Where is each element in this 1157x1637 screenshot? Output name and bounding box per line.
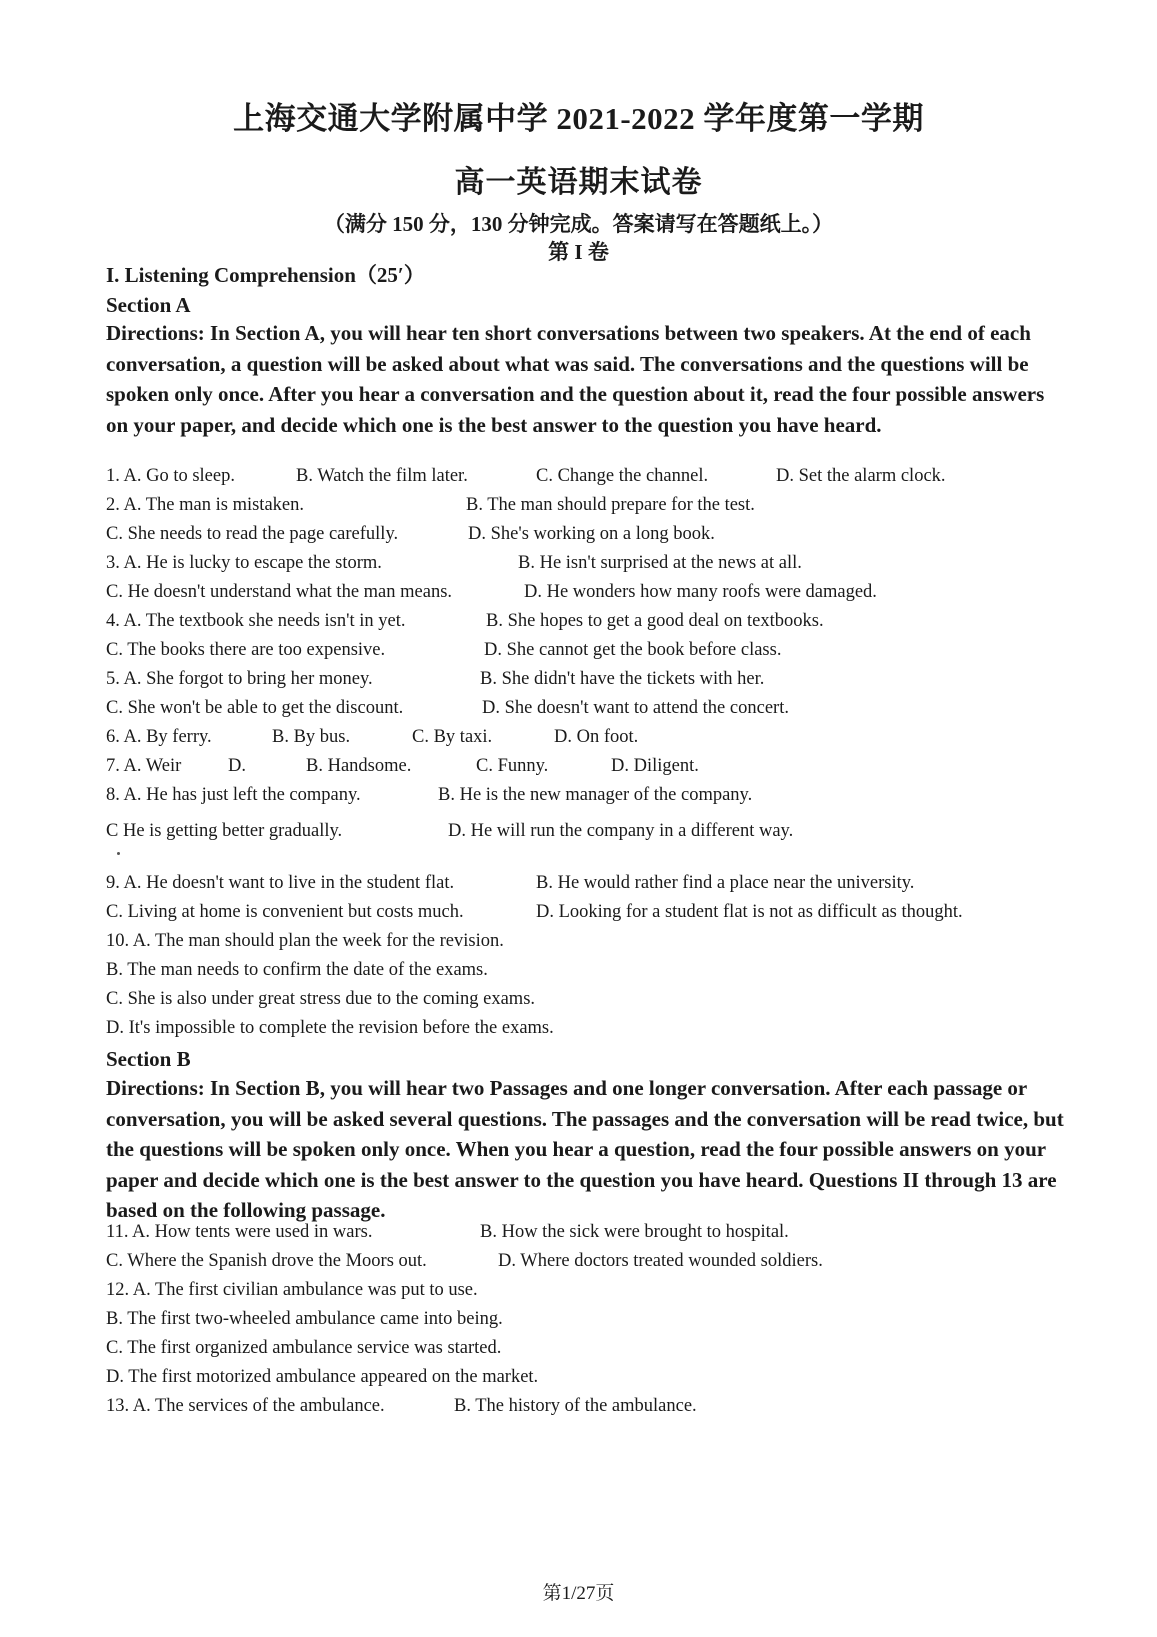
- option-d: D. She doesn't want to attend the concert.: [482, 698, 789, 718]
- option-c: C. Living at home is convenient but costs much.: [106, 902, 464, 922]
- section-a-directions: Directions: In Section A, you will hear ten short conversations between two speakers. At the end of each conversation, a question will be asked about what was said. The conversations and the questions will be spoken only once. After you hear a conversation and the question about it, read the four possible answers on your paper, and decide which one is the best answer to the question you have heard.: [106, 321, 1045, 437]
- option-b: B. Handsome.: [306, 756, 412, 776]
- exam-title: 上海交通大学附属中学 2021-2022 学年度第一学期: [233, 101, 924, 136]
- option-a: 2. A. The man is mistaken.: [106, 495, 304, 515]
- option-a: 9. A. He doesn't want to live in the student flat.: [106, 873, 455, 893]
- option-b: B. She hopes to get a good deal on textbooks.: [486, 611, 824, 631]
- section-a-title: Section A: [106, 293, 191, 317]
- option-c: C. She is also under great stress due to the coming exams.: [106, 989, 536, 1009]
- option-a: 13. A. The services of the ambulance.: [106, 1396, 385, 1416]
- option-d: D. She cannot get the book before class.: [484, 640, 782, 660]
- exam-instructions: （满分 150 分，130 分钟完成。答案请写在答题纸上。）: [323, 212, 834, 236]
- option-a: 6. A. By ferry.: [106, 727, 212, 747]
- option-b: B. How the sick were brought to hospital.: [480, 1222, 789, 1242]
- option-a: 1. A. Go to sleep.: [106, 466, 235, 486]
- section-b-directions: Directions: In Section B, you will hear two Passages and one longer conversation. After each passage or conversation, you will be asked several questions. The passages and the conversation will be read twice, but the questions will be spoken only once. When you hear a question, read the four possible answers on your paper and decide which one is the best answer to the question you have heard. Questions II through 13 are based on the following passage.: [106, 1076, 1064, 1223]
- option-b: B. The history of the ambulance.: [454, 1396, 697, 1416]
- option-c: C. She won't be able to get the discount.: [106, 698, 404, 718]
- option-d: D. Looking for a student flat is not as difficult as thought.: [536, 902, 963, 922]
- option-c: C. By taxi.: [412, 727, 493, 747]
- option-b: B. The man needs to confirm the date of the exams.: [106, 960, 488, 980]
- option-c: C. Where the Spanish drove the Moors out.: [106, 1251, 427, 1271]
- part-heading: I. Listening Comprehension（25′）: [106, 263, 425, 287]
- option-c: C. Funny.: [476, 756, 549, 776]
- option-a: 12. A. The first civilian ambulance was put to use.: [106, 1280, 478, 1300]
- option-d: D. Set the alarm clock.: [776, 466, 946, 486]
- option-c: C. He doesn't understand what the man means.: [106, 582, 453, 602]
- option-stray-d: D.: [228, 756, 246, 776]
- option-d: D. On foot.: [554, 727, 639, 747]
- option-d: D. Where doctors treated wounded soldiers.: [498, 1251, 823, 1271]
- option-d: D. Diligent.: [611, 756, 699, 776]
- section-b-title: Section B: [106, 1047, 191, 1071]
- option-b: B. He would rather find a place near the university.: [536, 873, 915, 893]
- scan-speck: [117, 852, 120, 855]
- option-b: B. Watch the film later.: [296, 466, 468, 486]
- option-d: D. He will run the company in a different way.: [448, 821, 794, 841]
- page-number: 第1/27页: [542, 1583, 615, 1604]
- option-a: 7. A. Weir: [106, 756, 182, 776]
- option-d: D. It's impossible to complete the revision before the exams.: [106, 1018, 554, 1038]
- option-b: B. He isn't surprised at the news at all.: [518, 553, 802, 573]
- option-c: C. The first organized ambulance service was started.: [106, 1338, 502, 1358]
- option-b: B. She didn't have the tickets with her.: [480, 669, 765, 689]
- option-d: D. The first motorized ambulance appeared on the market.: [106, 1367, 539, 1387]
- option-d: D. She's working on a long book.: [468, 524, 715, 544]
- volume-label: 第 I 卷: [548, 240, 609, 264]
- option-c: C He is getting better gradually.: [106, 821, 343, 841]
- option-c: C. The books there are too expensive.: [106, 640, 386, 660]
- option-b: B. The first two-wheeled ambulance came into being.: [106, 1309, 503, 1329]
- option-a: 5. A. She forgot to bring her money.: [106, 669, 373, 689]
- option-c: C. Change the channel.: [536, 466, 709, 486]
- option-a: 11. A. How tents were used in wars.: [106, 1222, 373, 1242]
- option-b: B. He is the new manager of the company.: [438, 785, 753, 805]
- option-a: 10. A. The man should plan the week for the revision.: [106, 931, 504, 951]
- option-b: B. By bus.: [272, 727, 351, 747]
- exam-subtitle: 高一英语期末试卷: [454, 166, 703, 199]
- option-a: 8. A. He has just left the company.: [106, 785, 361, 805]
- option-a: 3. A. He is lucky to escape the storm.: [106, 553, 382, 573]
- option-a: 4. A. The textbook she needs isn't in yet.: [106, 611, 406, 631]
- option-c: C. She needs to read the page carefully.: [106, 524, 399, 544]
- option-d: D. He wonders how many roofs were damaged.: [524, 582, 877, 602]
- option-b: B. The man should prepare for the test.: [466, 495, 755, 515]
